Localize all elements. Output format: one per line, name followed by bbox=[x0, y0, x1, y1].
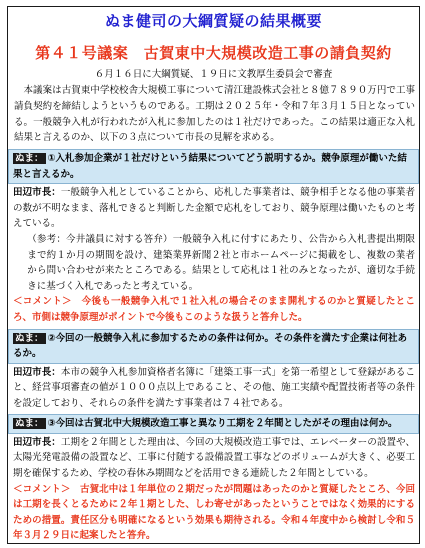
questioner-tag: ぬま： bbox=[15, 332, 44, 344]
answer-3 bbox=[8, 434, 419, 544]
comment-1: ＜コメント＞ 今後も一般競争入札で１社入札の場合そのまま開札するのかと質疑したところ、市側は競争原理がポイントで今後もこのような扱うと答弁した。 bbox=[13, 296, 415, 323]
comment-3: ＜コメント＞ 古賀北中は１年単位の２期だったが問題はあったのかと質疑したところ、今回は工期を長くとるために２年１期とした、しわ寄せがあったということではなく効果的にするための措置。責任区分も明確になるという効果も期待される。令和４年度中から検討し令和５年３月２９日に起案したと答弁。 bbox=[13, 483, 415, 542]
session-info: ６月１６日に大綱質疑、１９日に文教厚生委員会で審査 bbox=[94, 69, 333, 80]
answer-1 bbox=[8, 184, 419, 325]
bill-subtitle: 第４１号議案 古賀東中大規模改造工事の請負契約 bbox=[35, 44, 392, 62]
answer-text: 本市の競争入札参加資格者名簿に「建築工事一式」を第一希望として登録があること、経営事項審査の値が１０００点以上であること、その他、施工実績や配置技術者等の条件を設定しており、それらの条件を満たす事業者は７４社である。 bbox=[13, 366, 415, 409]
answer-text: 一般競争入札としていることから、応札した事業者は、競争相手となる他の事業者の数が不明なまま、落札できると判断した金額で応札をしており、競争原理は働いたものと考えている。 bbox=[13, 187, 415, 230]
question-3 bbox=[8, 414, 419, 434]
answer-text: 工期を２年間とした理由は、今回の大規模改造工事では、エレベーターの設置や、太陽光発電設備の設置など、工事に付随する設備設置工事などのボリュームが大きく、必要工期を確保するため、学校の春休み期間などを活用できる連続した２年間としている。 bbox=[13, 436, 415, 479]
report-page bbox=[7, 6, 420, 544]
answerer-tag: 田辺市長： bbox=[13, 366, 61, 378]
reference-note: （参考：今井議員に対する答弁）一般競争入札に付すにあたり、公告から入札書提出期限まで約１か月の期間を設け、建築業界新聞２社と市ホームページに掲載をし、複数の業者から問い合わせが来たところである。結果として応札は１社のみとなったが、適切な手続きに基づく入札であったと考えている。 bbox=[27, 233, 415, 292]
answerer-tag: 田辺市長： bbox=[13, 187, 61, 199]
page-title: ぬま健司の大綱質疑の結果概要 bbox=[104, 12, 322, 30]
question-1 bbox=[8, 149, 419, 184]
question-text: ③今回は古賀北中大規模改造工事と異なり工期を２年間としたがその理由は何か。 bbox=[47, 418, 398, 430]
questioner-tag: ぬま： bbox=[15, 153, 44, 165]
question-text: ②今回の一般競争入札に参加するための条件は何か。その条件を満たす企業は何社あるか。 bbox=[13, 332, 408, 360]
intro-paragraph: 本議案は古賀東中学校校舎大規模工事について清江建設株式会社と８億７８９０万円で工事請負契約を締結しようというものである。工期は２０２５年・令和７年３月１５日となっている。一般競争入札が行われたが入札に参加したのは１社だけであった。この結果は適正な入札結果と言えるのか、以下の３点について市長の見解を求める。 bbox=[14, 85, 415, 144]
answer-2 bbox=[8, 364, 419, 412]
question-2 bbox=[8, 329, 419, 364]
questioner-tag: ぬま： bbox=[15, 418, 44, 430]
question-text: ①入札参加企業が１社だけという結果についてどう説明するか。競争原理が働いた結果と言えるか。 bbox=[13, 153, 407, 180]
answerer-tag: 田辺市長： bbox=[13, 436, 61, 448]
